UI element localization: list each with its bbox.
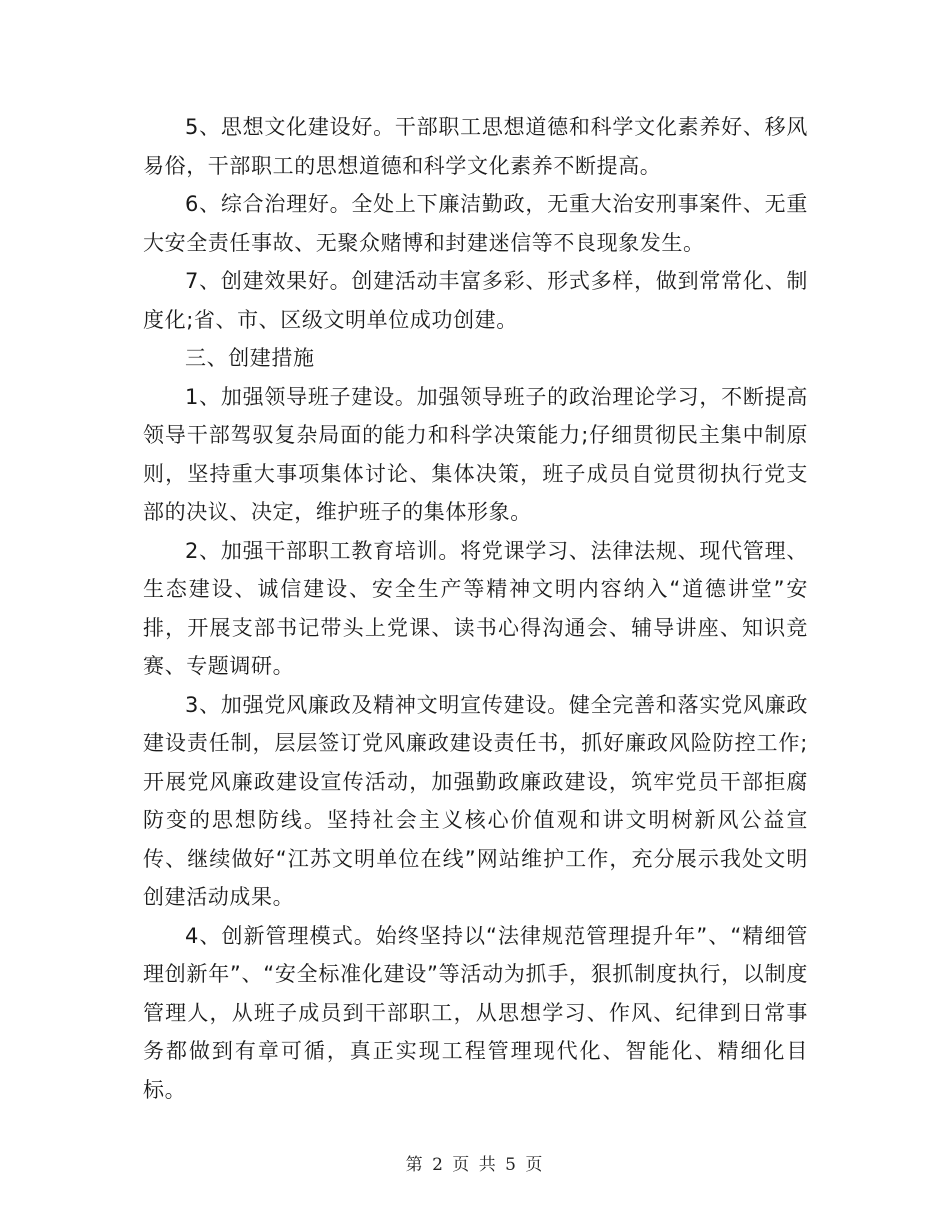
- paragraph-measure-4: 4、创新管理模式。始终坚持以“法律规范管理提升年”、“精细管理创新年”、“安全标准化建设”等活动为抓手，狠抓制度执行，以制度管理人，从班子成员到干部职工，从思想学习、作风、纪律到日常事务都做到有章可循，真正实现工程管理现代化、智能化、精细化目标。: [143, 923, 808, 1102]
- paragraph-measure-3: 3、加强党风廉政及精神文明宣传建设。健全完善和落实党风廉政建设责任制，层层签订党风廉政建设责任书，抓好廉政风险防控工作;开展党风廉政建设宣传活动，加强勤政廉政建设，筑牢党员干部拒腐防变的思想防线。坚持社会主义核心价值观和讲文明树新风公益宣传、继续做好“江苏文明单位在线”网站维护工作，充分展示我处文明创建活动成果。: [143, 692, 808, 909]
- page-footer: 第 2 页 共 5 页: [405, 1155, 545, 1175]
- section-heading: 三、创建措施: [185, 346, 315, 370]
- paragraph-item-7: 7、创建效果好。创建活动丰富多彩、形式多样，做到常常化、制度化;省、市、区级文明单位成功创建。: [143, 269, 808, 332]
- paragraph-item-6: 6、综合治理好。全处上下廉洁勤政，无重大治安刑事案件、无重大安全责任事故、无聚众赌博和封建迷信等不良现象发生。: [143, 192, 808, 255]
- document-body: [143, 108, 808, 1109]
- paragraph-item-5: 5、思想文化建设好。干部职工思想道德和科学文化素养好、移风易俗，干部职工的思想道德和科学文化素养不断提高。: [143, 115, 808, 178]
- paragraph-measure-2: 2、加强干部职工教育培训。将党课学习、法律法规、现代管理、生态建设、诚信建设、安全生产等精神文明内容纳入“道德讲堂”安排，开展支部书记带头上党课、读书心得沟通会、辅导讲座、知识竞赛、专题调研。: [143, 538, 808, 678]
- paragraph-measure-1: 1、加强领导班子建设。加强领导班子的政治理论学习，不断提高领导干部驾驭复杂局面的能力和科学决策能力;仔细贯彻民主集中制原则，坚持重大事项集体讨论、集体决策，班子成员自觉贯彻执行党支部的决议、决定，维护班子的集体形象。: [143, 384, 808, 524]
